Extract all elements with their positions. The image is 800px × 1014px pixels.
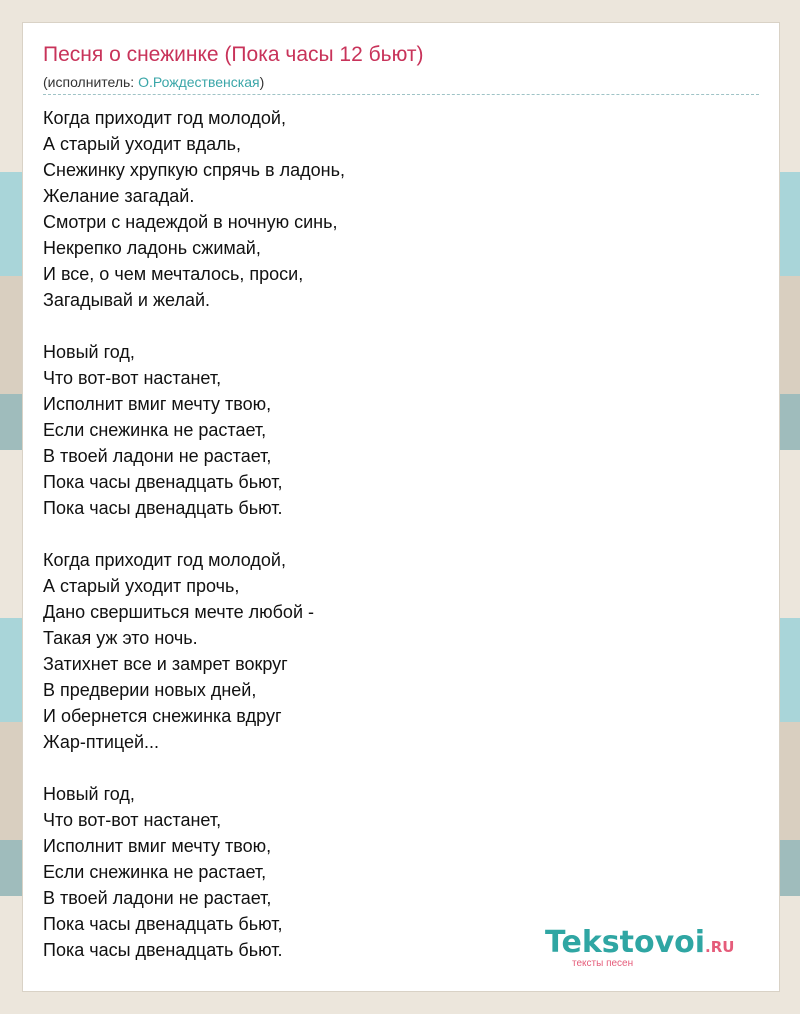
lyrics-text: Когда приходит год молодой, А старый уходит вдаль, Снежинку хрупкую спрячь в ладонь, Желание загадай. Смотри с надеждой в ночную синь, Некрепко ладонь сжимай, И все, о чем мечталось, проси, Загадывай и желай. Новый год, Что вот-вот настанет, Исполнит вмиг мечту твою, Если снежинка не растает, В твоей ладони не растает, Пока часы двенадцать бьют, Пока часы двенадцать бьют. Когда приходит год молодой, А старый уходит прочь, Дано свершиться мечте любой - Такая уж это ночь. Затихнет все и замрет вокруг В предверии новых дней, И обернется снежинка вдруг Жар-птицей... Новый год, Что вот-вот настанет, Исполнит вмиг мечту твою, Если снежинка не растает, В твоей ладони не растает, Пока часы двенадцать бьют, Пока часы двенадцать бьют.	[43, 108, 345, 960]
logo-tld: .RU	[705, 938, 735, 956]
site-logo[interactable]	[545, 925, 734, 960]
song-title: Песня о снежинке (Пока часы 12 бьют)	[43, 43, 424, 66]
logo-name: Tekstovoi	[545, 925, 706, 960]
performer-line	[43, 74, 264, 90]
performer-prefix: (исполнитель:	[43, 74, 139, 90]
lyrics-card	[22, 22, 780, 992]
title-divider	[43, 94, 759, 95]
logo-tagline: тексты песен	[572, 958, 634, 969]
performer-suffix: )	[259, 74, 265, 90]
performer-link[interactable]: О.Рождественская	[138, 74, 260, 90]
